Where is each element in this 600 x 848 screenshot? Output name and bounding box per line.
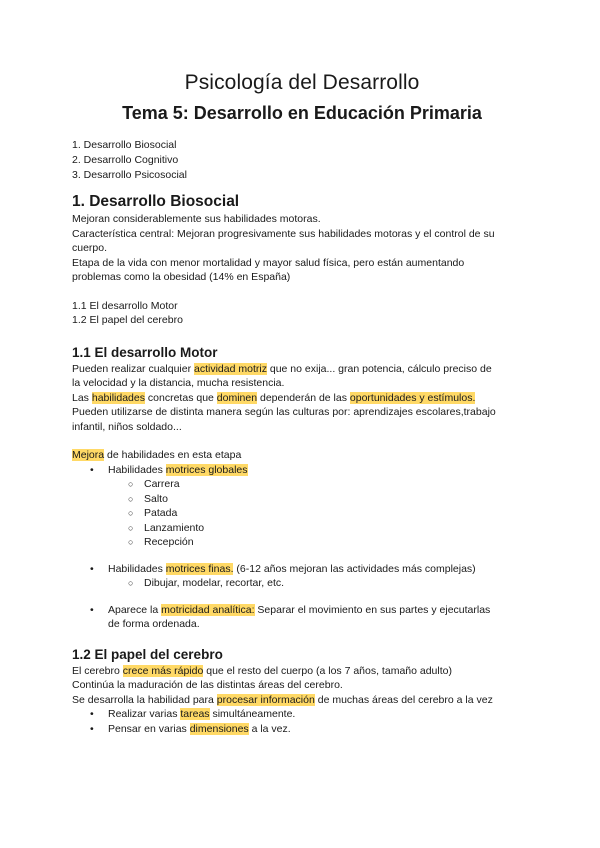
- list-item: • Habilidades motrices globales: [72, 463, 532, 478]
- toc-item: 3. Desarrollo Psicosocial: [72, 169, 187, 181]
- paragraph: El cerebro crece más rápido que el resto del cuerpo (a los 7 años, tamaño adulto): [72, 664, 452, 677]
- highlight: crece más rápido: [122, 664, 204, 677]
- paragraph: Etapa de la vida con menor mortalidad y mayor salud física, pero están aumentando: [72, 256, 465, 269]
- table-of-contents: [72, 138, 532, 183]
- paragraph: Mejora de habilidades en esta etapa: [72, 449, 242, 461]
- list-item: ○ Salto: [72, 492, 532, 507]
- bullet-list: [72, 707, 532, 736]
- toc-item: 2. Desarrollo Cognitivo: [72, 154, 179, 166]
- list-item: • Realizar varias tareas simultáneamente.: [72, 707, 532, 722]
- highlight: dimensiones: [189, 722, 249, 735]
- highlight: motrices finas.: [165, 562, 234, 575]
- list-item: ○ Recepción: [72, 535, 532, 550]
- paragraph: la velocidad y la distancia, mucha resistencia.: [72, 377, 285, 389]
- spacer: [72, 285, 532, 299]
- highlight: dominen: [216, 391, 258, 404]
- document-title: Psicología del Desarrollo: [184, 71, 420, 94]
- subsection-index-item: 1.2 El papel del cerebro: [72, 314, 183, 326]
- highlight: actividad motriz: [194, 362, 267, 375]
- toc-item: 1. Desarrollo Biosocial: [72, 139, 177, 151]
- list-item: ○ Patada: [72, 506, 532, 521]
- paragraph: Continúa la maduración de las distintas áreas del cerebro.: [72, 679, 343, 691]
- paragraph: Pueden utilizarse de distinta manera según las culturas por: aprendizajes escolares,trabajo: [72, 406, 496, 418]
- bullet-list: [72, 603, 532, 632]
- section-heading-biosocial: 1. Desarrollo Biosocial: [72, 193, 240, 210]
- highlight: tareas: [180, 708, 210, 720]
- bullet-list: [72, 463, 532, 550]
- spacer: [72, 434, 532, 448]
- highlight: procesar información: [216, 693, 315, 706]
- highlight: habilidades: [91, 391, 145, 404]
- highlight: motricidad analítica:: [161, 603, 255, 616]
- bullet-list: [72, 562, 532, 591]
- highlight: motrices globales: [165, 463, 248, 476]
- paragraph: Característica central: Mejoran progresivamente sus habilidades motoras y el control de su: [72, 227, 495, 240]
- paragraph: Pueden realizar cualquier actividad motriz que no exija... gran potencia, cálculo preciso de: [72, 362, 492, 375]
- list-item: • Habilidades motrices finas. (6-12 años mejoran las actividades más complejas): [72, 562, 532, 577]
- document-subtitle: Tema 5: Desarrollo en Educación Primaria: [122, 103, 482, 123]
- paragraph: problemas como la obesidad (14% en España): [72, 271, 291, 283]
- paragraph: cuerpo.: [72, 242, 108, 254]
- paragraph: Mejoran considerablemente sus habilidades motoras.: [72, 213, 321, 225]
- subsection-heading-brain: 1.2 El papel del cerebro: [72, 646, 223, 662]
- paragraph: Se desarrolla la habilidad para procesar información de muchas áreas del cerebro a la vez: [72, 693, 493, 706]
- paragraph: Las habilidades concretas que dominen dependerán de las oportunidades y estímulos.: [72, 391, 476, 404]
- highlight: Mejora: [72, 449, 105, 461]
- subsection-index-item: 1.1 El desarrollo Motor: [72, 299, 178, 312]
- list-item: • Aparece la motricidad analítica: Separar el movimiento en sus partes y ejecutarlas de forma ordenada.: [72, 603, 532, 632]
- paragraph: infantil, niños soldado...: [72, 420, 182, 433]
- subsection-heading-motor: 1.1 El desarrollo Motor: [72, 344, 218, 360]
- highlight: oportunidades y estímulos.: [349, 391, 476, 404]
- list-item: • Pensar en varias dimensiones a la vez.: [72, 722, 532, 737]
- document-page: [72, 68, 532, 736]
- list-item: ○ Dibujar, modelar, recortar, etc.: [72, 576, 532, 591]
- list-item: ○ Carrera: [72, 477, 532, 492]
- list-item: ○ Lanzamiento: [72, 521, 532, 536]
